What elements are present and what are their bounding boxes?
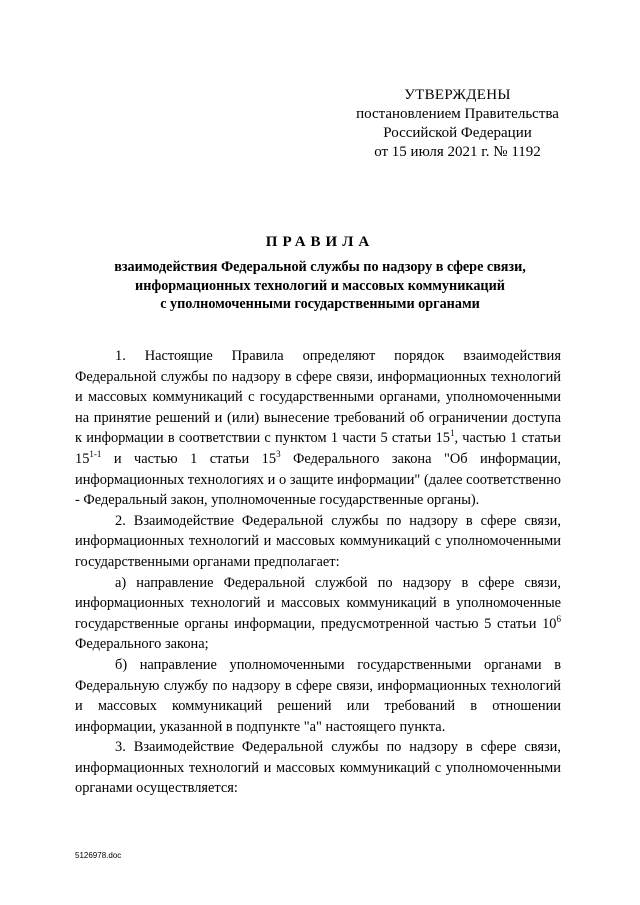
approval-line-3: от 15 июля 2021 г. № 1192	[374, 144, 541, 160]
document-subtitle-line-3: с уполномоченными государственными органами	[160, 296, 480, 312]
file-name-footer: 5126978.doc	[75, 851, 122, 860]
paragraph-1-text-c: и частью 1 статьи 15	[101, 450, 277, 467]
superscript-2: 1-1	[89, 449, 102, 460]
approval-block	[345, 86, 570, 162]
paragraph-1-text-b: , частью 1 статьи 15	[75, 430, 561, 467]
document-title: ПРАВИЛА	[265, 234, 375, 250]
superscript-1: 1	[449, 428, 455, 439]
paragraph-2a	[75, 573, 561, 655]
paragraph-2b: б) направление уполномоченными государственными органами в Федеральную службу по надзору в сфере связи, информационных технологий и массовых коммуникаций решений или требований в отношении информации, указанной в подпункте "а" настоящего пункта.	[75, 656, 561, 735]
document-subtitle-line-1: взаимодействия Федеральной службы по надзору в сфере связи,	[114, 259, 526, 275]
paragraph-2: 2. Взаимодействие Федеральной службы по надзору в сфере связи, информационных технологий и массовых коммуникаций с уполномоченными государственными органами предполагает:	[75, 512, 561, 570]
document-heading	[60, 232, 580, 314]
document-subtitle-line-2: информационных технологий и массовых коммуникаций	[135, 277, 505, 294]
paragraph-1	[75, 346, 561, 511]
paragraph-3: 3. Взаимодействие Федеральной службы по надзору в сфере связи, информационных технологий и массовых коммуникаций с уполномоченными органами осуществляется:	[75, 739, 561, 797]
approval-title: УТВЕРЖДЕНЫ	[404, 87, 511, 103]
paragraph-2a-text-b: Федерального закона;	[75, 636, 209, 653]
paragraph-1-text-a: 1. Настоящие Правила определяют порядок взаимодействия Федеральной службы по надзору в сфере связи, информационных технологий и массовых коммуникаций с государственными органами, уполномоченными на принятие решений и (или) вынесение требований об ограничении доступа к информации в соответствии с пунктом 1 части 5 статьи 15	[75, 348, 561, 447]
superscript-3: 3	[276, 449, 281, 460]
paragraph-2a-text-a: а) направление Федеральной службой по надзору в сфере связи, информационных технологий и массовых коммуникаций в уполномоченные государственные органы информации, предусмотренной частью 5 статьи 10	[75, 574, 561, 632]
approval-line-2: Российской Федерации	[383, 125, 532, 141]
document-body	[75, 346, 561, 799]
superscript-4: 6	[556, 613, 561, 624]
paragraph-1-text-d: Федерального закона "Об информации, информационных технологиях и о защите информации" (далее соответственно - Федеральный закон, уполномоченные государственные органы).	[75, 450, 561, 509]
approval-line-1: постановлением Правительства	[356, 106, 559, 122]
